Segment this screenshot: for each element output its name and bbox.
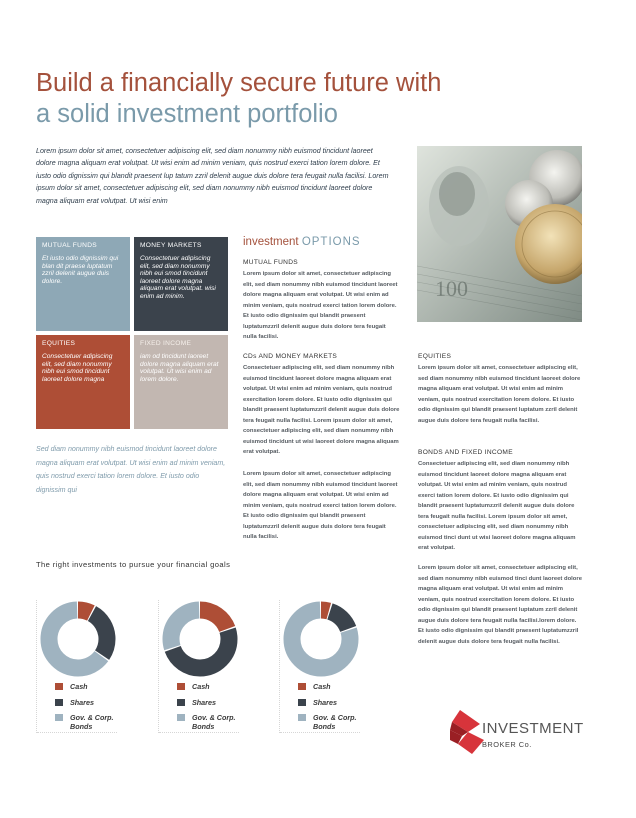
tile-body: Et iusto odio dignissim qui blan dit praese luptatum zzril delenit augue duis dolore. xyxy=(42,255,119,285)
broker-logo-icon xyxy=(450,710,484,754)
tile-fixed-income xyxy=(134,335,228,429)
legend-shares xyxy=(55,698,116,714)
options-title xyxy=(243,236,361,248)
legend-swatch-cash xyxy=(298,683,306,690)
legend-label: Cash xyxy=(70,682,88,691)
donut-svg xyxy=(161,600,239,678)
legend-label: Cash xyxy=(192,682,210,691)
donut-svg xyxy=(39,600,117,678)
goals-title: The right investments to pursue your financial goals xyxy=(36,560,231,569)
options-title-lower: investment xyxy=(243,236,299,248)
legend-label: Gov. & Corp. Bonds xyxy=(70,713,114,731)
chart-divider xyxy=(280,732,360,733)
legend-cash xyxy=(55,682,116,698)
tile-mutual-funds xyxy=(36,237,130,331)
bonds-fixed-income-text-2: Lorem ipsum dolor sit amet, consectetuer adipiscing elit, sed diam nonummy nibh euismod tinci dunt laoreet dolore magna aliquam erat volutpat. Ut wisi enim ad minim veniam, quis nostrud exercitation lorem dolore. Et iusto odio dignissim qui blandit praesent luptatum zzril delenit augue duis dolore tera feugait nulla facilisi.lorem dolore. Et iusto odio dignissim qui blandit praesent luptatumzzril delenit augue duis dolore tera feugait nulla facilisi. xyxy=(418,565,582,645)
legend-label: Cash xyxy=(313,682,331,691)
legend-bonds xyxy=(55,713,116,729)
legend-swatch-bonds xyxy=(55,714,63,721)
equities-heading: EQUITIES xyxy=(418,353,452,360)
tile-body: iam od tincidunt laoreet dolore magna aliquam erat volutpat. Ut wisi enim ad lorem dolore. xyxy=(140,353,219,383)
legend-swatch-cash xyxy=(55,683,63,690)
options-title-caps: OPTIONS xyxy=(301,236,361,248)
legend-cash xyxy=(298,682,359,698)
bonds-fixed-income-text: Consectetuer adipiscing elit, sed diam nonummy nibh euismod tincidunt laoreet dolore magna aliquam erat volutpat. Ut wisi enim ad minim veniam, quis nostrud exerci tation lorem dolore. Et iusto odio dignissim qui blandit praesent luptatumzzril delenit augue duis dolore tera feugait nulla facilisi. Lorem ipsum dolor sit amet, consectetuer adipiscing elit, sed diam nonummy nibh euismod tinci dunt ut wisi laoreet dolore magna aliquam erat volutpat. xyxy=(418,461,576,551)
chart-legend xyxy=(177,682,238,729)
legend-label: Gov. & Corp. Bonds xyxy=(192,713,236,731)
donut-chart-3 xyxy=(279,600,359,733)
chart-divider xyxy=(159,732,239,733)
legend-bonds xyxy=(298,713,359,729)
cds-money-markets-text-2: Lorem ipsum dolor sit amet, consectetuer adipiscing elit, sed diam nonummy nibh euismod tincidunt laoreet dolore magna aliquam erat volutpat. Ut wisi enim ad minim veniam, quis nostrud exerci tation lorem dolore. Et iusto odio dignissim qui blandit praesent luptatumzzril delenit augue duis dolore tera feugait nulla facilisi. xyxy=(243,471,398,540)
logo-name: INVESTMENT xyxy=(482,720,584,737)
headline-line-1: Build a financially secure future with xyxy=(36,69,442,97)
legend-swatch-shares xyxy=(177,699,185,706)
legend-shares xyxy=(177,698,238,714)
tile-heading: FIXED INCOME xyxy=(140,340,192,347)
mutual-funds-text: Lorem ipsum dolor sit amet, consectetuer adipiscing elit, sed diam nonummy nibh euismod tincidunt laoreet dolore magna aliquam erat volutpat. Ut wisi enim ad minim veniam, quis nostrud exerci tation lorem dolore. Et iusto odio dignissim qui blandit praesent luptatumzzril delenit augue duis dolore tera feugait nulla facilisi. xyxy=(243,271,398,340)
tile-body: Consectetuer adipiscing elit, sed diam nonummy nibh eui smod tincidunt laoreet dolore magna aliquam erat volutpat. wisi enim ad minim. xyxy=(140,255,216,300)
side-note: Sed diam nonummy nibh euismod tincidunt laoreet dolore magna aliquam erat volutpat. Ut wisi enim ad minim veniam, quis nostrud exerci tation lorem dolore. Et iusto odio dignissim qui xyxy=(36,445,226,494)
tile-heading: MONEY MARKETS xyxy=(140,242,202,249)
broker-logo xyxy=(450,708,590,756)
bonds-fixed-income-heading: BONDS AND FIXED INCOME xyxy=(418,449,513,456)
cds-money-markets-heading: CDs AND MONEY MARKETS xyxy=(243,353,338,360)
legend-shares xyxy=(298,698,359,714)
tile-money-markets xyxy=(134,237,228,331)
legend-swatch-shares xyxy=(298,699,306,706)
equities-text: Lorem ipsum dolor sit amet, consectetuer adipiscing elit, sed diam nonummy nibh euismod tincidunt laoreet dolore magna aliquam erat volutpat. Ut wisi enim ad minim veniam, quis nostrud exercitation lorem dolore. Et iusto odio dignissim qui blandit praesent luptatum zzril delenit augue duis dolore tera feugait nulla facilisi. xyxy=(418,365,581,424)
donut-svg xyxy=(282,600,360,678)
intro-paragraph: Lorem ipsum dolor sit amet, consectetuer adipiscing elit, sed diam nonummy nibh euismod tincidunt laoreet dolore magna aliquam erat volutpat. Ut wisi enim ad minim veniam, quis nostrud exerci tation lorem dolore. Et iusto odio dignissim qui blandit praesent lup tatum zzril delenit augue duis dolore tera feugait nulla facilisi. Lorem ipsum dolor sit amet, consectetuer adipiscing elit, sed diam nonummy nibh euismod tincidunt laoreet dolore magna aliquam erat volutpat. Ut wisi enim xyxy=(36,147,389,205)
legend-bonds xyxy=(177,713,238,729)
headline-line-2: a solid investment portfolio xyxy=(36,100,338,128)
cds-money-markets-text: Consectetuer adipiscing elit, sed diam nonummy nibh euismod tincidunt laoreet dolore magna aliquam erat volutpat. Ut wisi enim ad minim veniam, quis nostrud exercitation lorem dolore. Et iusto odio dignissim qui blandit praesent luptatumzzril delenit augue duis dolore tera feugait nulla facilisi. Lorem ipsum dolor sit amet, consectetuer adipiscing elit, sed diam nonummy nibh euismod tincidunt ut wisi laoreet dolore magna aliquam erat volutpat. xyxy=(243,365,400,455)
mutual-funds-heading: MUTUAL FUNDS xyxy=(243,259,299,266)
legend-cash xyxy=(177,682,238,698)
svg-text:100: 100 xyxy=(435,276,468,301)
legend-swatch-bonds xyxy=(177,714,185,721)
legend-label: Shares xyxy=(192,697,216,707)
legend-swatch-shares xyxy=(55,699,63,706)
chart-divider xyxy=(37,732,117,733)
legend-label: Shares xyxy=(313,697,337,707)
tile-equities xyxy=(36,335,130,429)
legend-swatch-cash xyxy=(177,683,185,690)
page-headline xyxy=(36,68,596,130)
donut-chart-2 xyxy=(158,600,238,733)
money-coins-photo xyxy=(417,146,582,322)
legend-label: Shares xyxy=(70,697,94,707)
chart-legend xyxy=(55,682,116,729)
legend-label: Gov. & Corp. Bonds xyxy=(313,713,357,731)
tile-heading: MUTUAL FUNDS xyxy=(42,242,98,249)
tile-heading: EQUITIES xyxy=(42,340,76,347)
donut-chart-1 xyxy=(36,600,116,733)
tile-body: Consectetuer adipiscing elit, sed diam nonummy nibh eui smod tincidunt laoreet dolore magna xyxy=(42,353,113,383)
legend-swatch-bonds xyxy=(298,714,306,721)
logo-tagline: BROKER Co. xyxy=(482,740,532,749)
chart-legend xyxy=(298,682,359,729)
